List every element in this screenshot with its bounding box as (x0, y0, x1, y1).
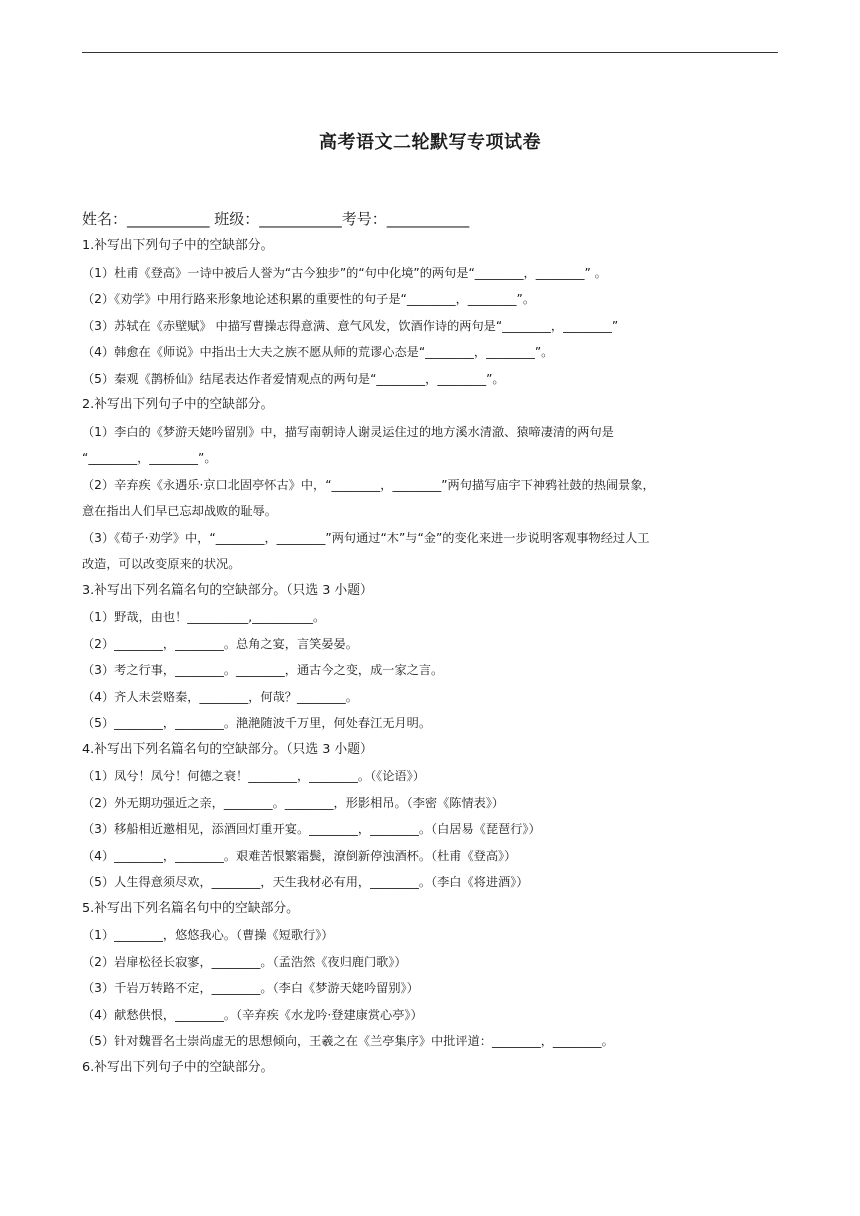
header-rule (82, 52, 778, 53)
question-item: （5）针对魏晋名士崇尚虚无的思想倾向，王羲之在《兰亭集序》中批评道：________，________。 (82, 1034, 614, 1048)
question-item: （2）岩扉松径长寂寥，________。（孟浩然《夜归鹿门歌》） (82, 954, 407, 969)
question-item: （4）齐人未尝赂秦，________，何哉？________。 (82, 689, 358, 704)
page-title: 高考语文二轮默写专项试卷 (319, 132, 541, 153)
question-item: （1）凤兮！凤兮！何德之衰！________，________。（《论语》） (82, 769, 425, 783)
question-item: （4）________，________。艰难苦恨繁霜鬓，潦倒新停浊酒杯。（杜甫《登高》） (82, 848, 517, 863)
question-item: （5）秦观《鹊桥仙》结尾表达作者爱情观点的两句是“________，________”。 (82, 371, 505, 386)
question-item: （3）苏轼在《赤壁赋》 中描写曹操志得意满、意气风发，饮酒作诗的两句是“________，________” (82, 318, 619, 333)
question-heading: 5.补写出下列名篇名句中的空缺部分。 (82, 900, 299, 916)
student-info-line: 姓名：___________ 班级：___________考号：___________ (82, 210, 470, 228)
question-item: （2）《劝学》中用行路来形象地论述积累的重要性的句子是“________，________”。 (82, 292, 536, 306)
question-item: “________，________”。 (82, 451, 217, 465)
question-item: （4）献愁供恨，________。（辛弃疾《水龙吟·登建康赏心亭》） (82, 1007, 423, 1022)
question-heading: 3.补写出下列名篇名句的空缺部分。（只选 3 小题） (82, 582, 373, 598)
question-item: （3）千岩万转路不定，________。（李白《梦游天姥吟留别》） (82, 981, 419, 995)
question-item: （1）________，悠悠我心。（曹操《短歌行》） (82, 928, 334, 942)
question-item: （5）________，________。滟滟随波千万里，何处春江无月明。 (82, 716, 432, 730)
question-item: （1）李白的《梦游天姥吟留别》中，描写南朝诗人谢灵运住过的地方溪水清澈、猿啼凄清的两句是 (82, 424, 614, 439)
question-item: （2）外无期功强近之亲，________。________，形影相吊。（李密《陈情表》） (82, 795, 505, 810)
question-item: （1）杜甫《登高》一诗中被后人誉为“古今独步”的“句中化境”的两句是“________，________” 。 (82, 265, 607, 280)
question-item: （2）________，________。总角之宴，言笑晏晏。 (82, 636, 358, 651)
question-heading: 6.补写出下列句子中的空缺部分。 (82, 1059, 274, 1075)
question-item: （3）考之行事，________。________，通古今之变，成一家之言。 (82, 663, 444, 677)
question-item: （2）辛弃疾《永遇乐·京口北固亭怀古》中，“________，________”两句描写庙宇下神鸦社鼓的热闹景象， (82, 477, 655, 492)
question-body (82, 233, 782, 1081)
question-heading: 1.补写出下列句子中的空缺部分。 (82, 238, 274, 253)
question-heading: 4.补写出下列名篇名句的空缺部分。（只选 3 小题） (82, 741, 373, 757)
question-heading: 2.补写出下列句子中的空缺部分。 (82, 397, 274, 412)
question-item: （1）野哉，由也！__________,__________。 (82, 610, 326, 624)
question-item: （5）人生得意须尽欢，________，天生我材必有用，________。（李白《将进酒》） (82, 875, 529, 889)
question-item: （3）《荀子·劝学》中，“________，________”两句通过“木”与“金”的变化来进一步说明客观事物经过人工 (82, 530, 650, 545)
question-item: （3）移船相近邀相见，添酒回灯重开宴。________，________。（白居易《琵琶行》） (82, 822, 541, 836)
question-item: 改造，可以改变原来的状况。 (82, 557, 241, 571)
question-item: 意在指出人们早已忘却战败的耻辱。 (82, 504, 277, 518)
question-item: （4）韩愈在《师说》中指出士大夫之族不愿从师的荒谬心态是“________，________”。 (82, 345, 554, 359)
